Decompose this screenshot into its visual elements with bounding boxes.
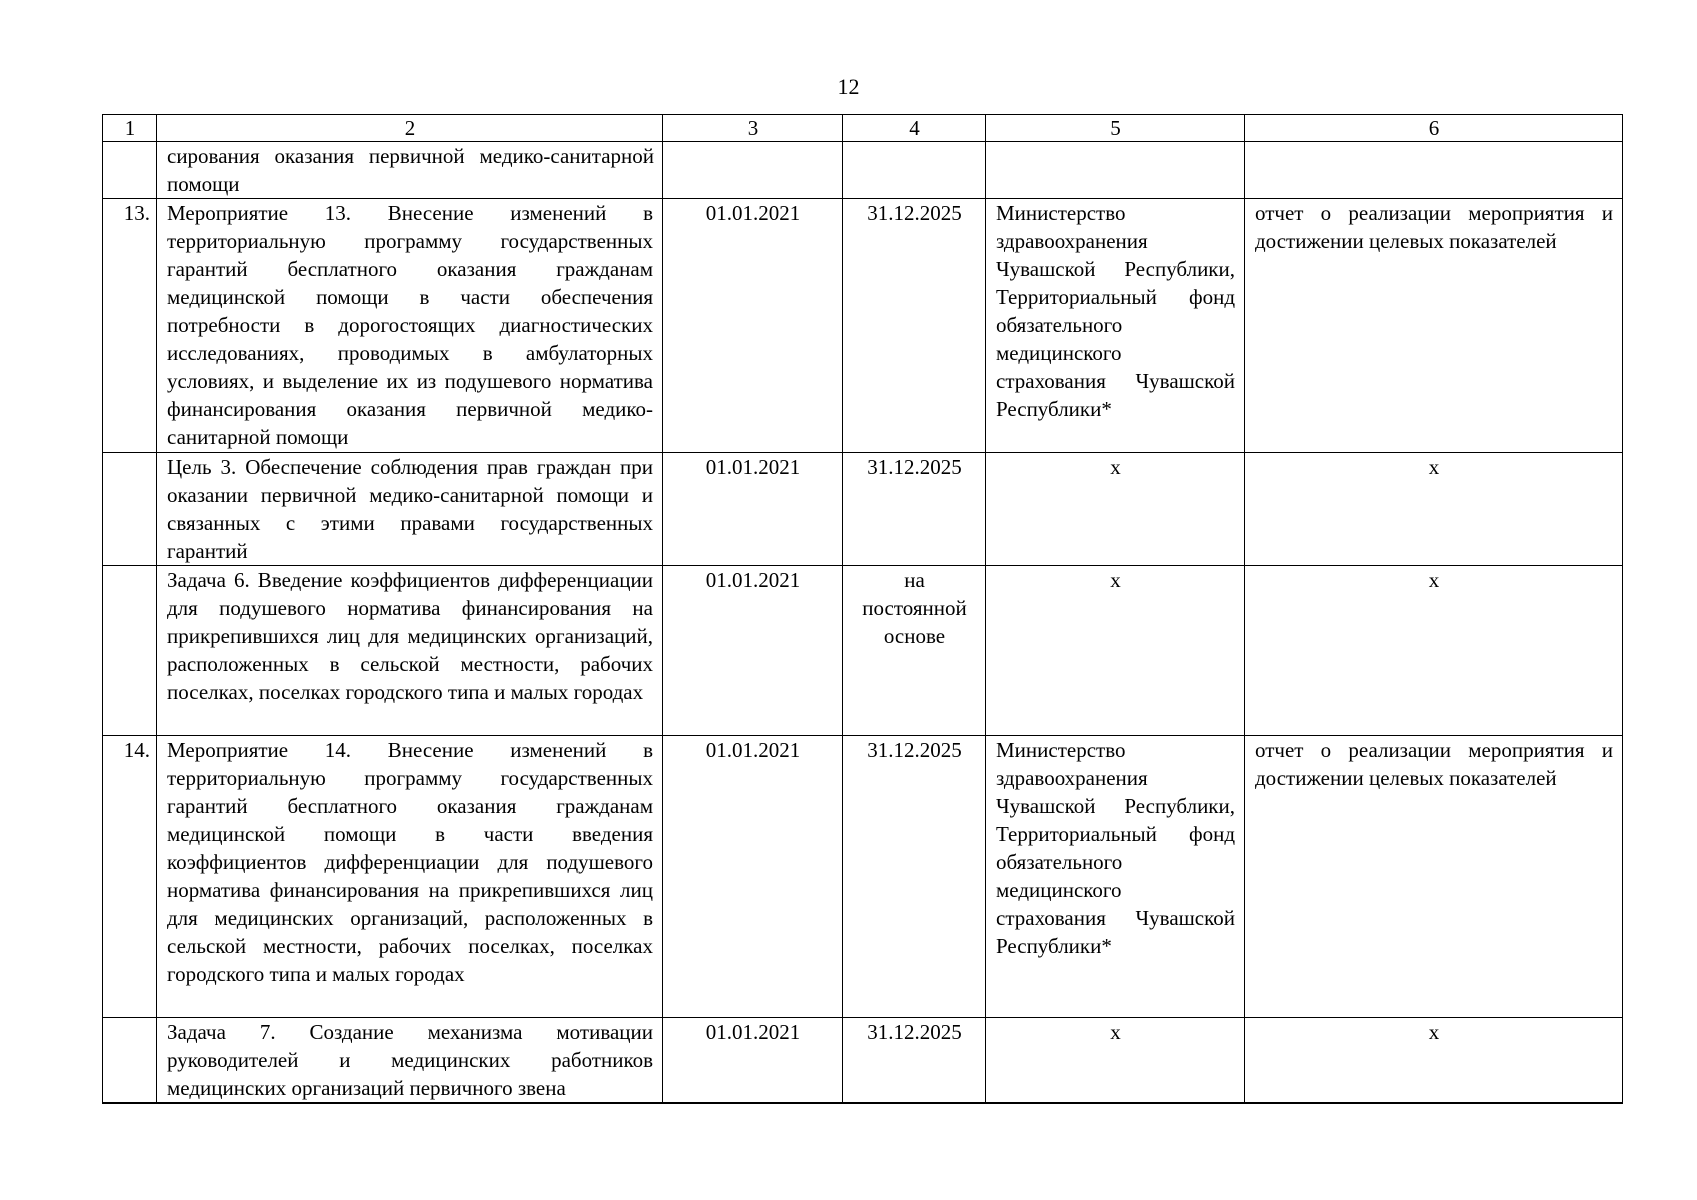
goal-name: Цель 3. Обеспечение соблюдения прав граждан при оказании первичной медико-санитарной помощи и связанных с этими правами государственных гарантий xyxy=(157,453,663,566)
column-header-2: 2 xyxy=(157,115,663,142)
column-header-6: 6 xyxy=(1245,115,1623,142)
table-row xyxy=(103,453,1623,566)
row-number xyxy=(103,453,157,566)
task-name: Задача 7. Создание механизма мотивации руководителей и медицинских работников медицинских организаций первичного звена xyxy=(157,1018,663,1104)
executor: х xyxy=(986,1018,1245,1104)
column-header-3: 3 xyxy=(663,115,843,142)
header-row xyxy=(103,115,1623,142)
executor: Министерство здравоохранения Чувашской Республики, Территориальный фонд обязательного медицинского страхования Чувашской Республики* xyxy=(986,199,1245,453)
executor: х xyxy=(986,566,1245,736)
table-row xyxy=(103,736,1623,1018)
start-date: 01.01.2021 xyxy=(663,199,843,453)
measure-name: Мероприятие 14. Внесение изменений в территориальную программу государственных гарантий бесплатного оказания гражданам медицинской помощи в части введения коэффициентов дифференциации для подушевого норматива финансирования на прикрепившихся лиц для медицинских организаций, расположенных в сельской местности, рабочих поселках, поселках городского типа и малых городах xyxy=(157,736,663,1018)
result: х xyxy=(1245,1018,1623,1104)
page-number: 12 xyxy=(837,74,860,99)
row-number xyxy=(103,1018,157,1104)
start-date: 01.01.2021 xyxy=(663,566,843,736)
end-date: на постоянной основе xyxy=(843,566,986,736)
end-date: 31.12.2025 xyxy=(843,1018,986,1104)
end-date: 31.12.2025 xyxy=(843,199,986,453)
row-number: 13. xyxy=(103,199,157,453)
start-date: 01.01.2021 xyxy=(663,736,843,1018)
table-row xyxy=(103,1018,1623,1104)
result: х xyxy=(1245,453,1623,566)
end-date: 31.12.2025 xyxy=(843,453,986,566)
end-date xyxy=(843,142,986,199)
table-row xyxy=(103,142,1623,199)
result: отчет о реализации мероприятия и достижении целевых показателей xyxy=(1245,736,1623,1018)
column-header-1: 1 xyxy=(103,115,157,142)
executor: Министерство здравоохранения Чувашской Республики, Территориальный фонд обязательного медицинского страхования Чувашской Республики* xyxy=(986,736,1245,1018)
executor: х xyxy=(986,453,1245,566)
table-row xyxy=(103,566,1623,736)
start-date: 01.01.2021 xyxy=(663,453,843,566)
result: х xyxy=(1245,566,1623,736)
row-number: 14. xyxy=(103,736,157,1018)
result: отчет о реализации мероприятия и достижении целевых показателей xyxy=(1245,199,1623,453)
start-date: 01.01.2021 xyxy=(663,1018,843,1104)
result xyxy=(1245,142,1623,199)
start-date xyxy=(663,142,843,199)
row-number xyxy=(103,566,157,736)
measure-name: сирования оказания первичной медико-санитарной помощи xyxy=(157,142,663,199)
measure-name: Мероприятие 13. Внесение изменений в территориальную программу государственных гарантий бесплатного оказания гражданам медицинской помощи в части обеспечения потребности в дорогостоящих диагностических исследованиях, проводимых в амбулаторных условиях, и выделение их из подушевого норматива финансирования оказания первичной медико-санитарной помощи xyxy=(157,199,663,453)
end-date: 31.12.2025 xyxy=(843,736,986,1018)
row-number xyxy=(103,142,157,199)
executor xyxy=(986,142,1245,199)
measures-table xyxy=(102,114,1623,1104)
table-row xyxy=(103,199,1623,453)
task-name: Задача 6. Введение коэффициентов дифференциации для подушевого норматива финансирования на прикрепившихся лиц для медицинских организаций, расположенных в сельской местности, рабочих поселках, поселках городского типа и малых городах xyxy=(157,566,663,736)
column-header-4: 4 xyxy=(843,115,986,142)
column-header-5: 5 xyxy=(986,115,1245,142)
